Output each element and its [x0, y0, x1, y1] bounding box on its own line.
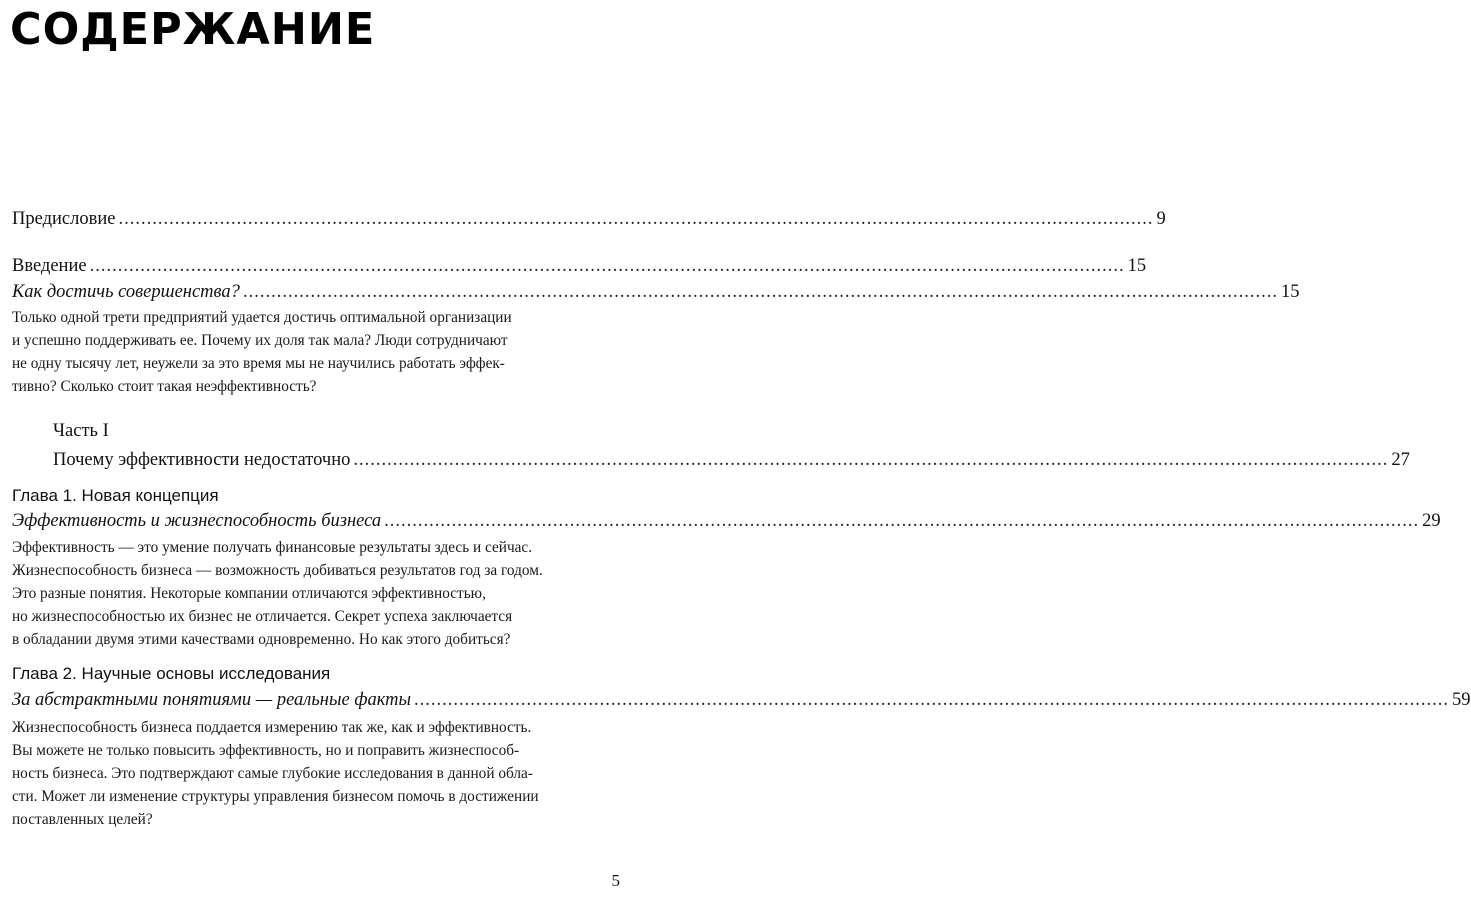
- toc-entry-page: 9: [1156, 209, 1166, 229]
- toc-entry-label: Почему эффективности недостаточно: [53, 450, 351, 470]
- leader-dots: ........................................................................................................................................................................................: [353, 450, 1389, 470]
- toc-entry-page: 15: [1280, 282, 1300, 302]
- toc-entry-page: 27: [1391, 450, 1410, 470]
- chapter2-description: Жизнеспособность бизнеса поддается измерению так же, как и эффективность. Вы можете не только повысить эффективность, но и поправить жизнеспособ- ность бизнеса. Это подтверждают самые глубокие исследования в данной обла- сти. Может ли изменение структуры управления бизнесом помочь в достижении поставленных целей?: [12, 719, 539, 828]
- part-label: Часть I: [53, 421, 109, 441]
- toc-entry-page: 29: [1422, 511, 1441, 531]
- toc-entry-preface[interactable]: [12, 209, 1166, 230]
- intro-description: Только одной трети предприятий удается достичь оптимальной организации и успешно поддерживать ее. Почему их доля так мала? Люди сотрудничают не одну тысячу лет, неужели за это время мы не научились работать эффек- тивно? Сколько стоит такая неэффективность?: [12, 309, 512, 395]
- page-number: 5: [611, 871, 620, 890]
- chapter-heading: Глава 2. Научные основы исследования: [12, 664, 331, 683]
- toc-entry-label: Предисловие: [12, 209, 116, 229]
- leader-dots: ........................................................................................................................................................................................: [384, 511, 1420, 531]
- chapter1-description: Эффективность — это умение получать финансовые результаты здесь и сейчас. Жизнеспособность бизнеса — возможность добиваться результатов год за годом. Это разные понятия. Некоторые компании отличаются эффективностью, но жизнеспособностью их бизнес не отличается. Секрет успеха заключается в обладании двумя этими качествами одновременно. Но как этого добиться?: [12, 539, 543, 648]
- toc-entry-page: 59: [1452, 690, 1471, 710]
- page-title: СОДЕРЖАНИЕ: [10, 4, 376, 55]
- toc-entry-page: 15: [1127, 256, 1147, 276]
- leader-dots: ........................................................................................................................................................................................: [242, 282, 1278, 302]
- leader-dots: ........................................................................................................................................................................................: [414, 690, 1449, 710]
- toc-entry-label: Введение: [12, 256, 87, 276]
- toc-entry-label: За абстрактными понятиями — реальные факты: [12, 690, 411, 710]
- toc-entry-ch1[interactable]: [12, 511, 1441, 532]
- toc-entry-label: Эффективность и жизнеспособность бизнеса: [12, 511, 382, 531]
- leader-dots: ........................................................................................................................................................................................: [118, 209, 1154, 229]
- toc-entry-intro[interactable]: [12, 256, 1147, 277]
- toc-entry-ch2[interactable]: [12, 690, 1471, 711]
- toc-entry-label: Как достичь совершенства?: [12, 282, 240, 302]
- leader-dots: ........................................................................................................................................................................................: [89, 256, 1125, 276]
- toc-entry-part1[interactable]: [53, 450, 1410, 471]
- chapter-heading: Глава 1. Новая концепция: [12, 486, 219, 505]
- toc-entry-intro-sub[interactable]: [12, 282, 1300, 303]
